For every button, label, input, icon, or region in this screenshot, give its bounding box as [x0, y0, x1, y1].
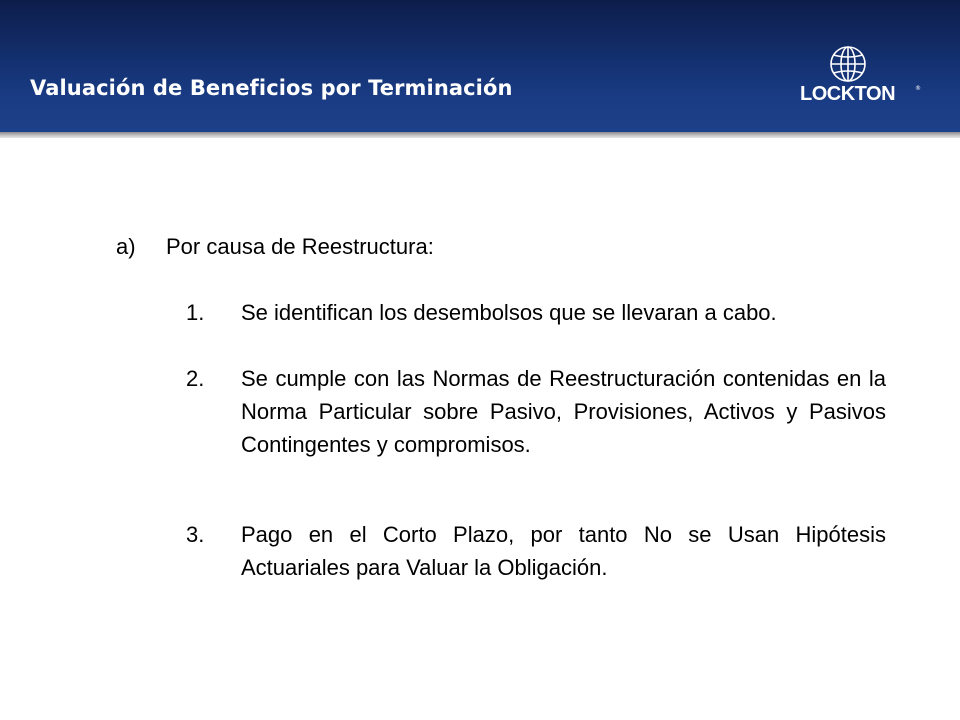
slide-title: Valuación de Beneficios por Terminación [30, 76, 513, 100]
registered-mark: ® [915, 85, 921, 92]
globe-icon [828, 44, 868, 84]
list-marker: a) [116, 234, 136, 259]
sub-item-3 [186, 518, 886, 584]
logo-wordmark: LOCKTON [800, 83, 896, 105]
sub-item-number: 2. [186, 366, 205, 391]
header-banner [0, 0, 960, 132]
sub-item-number: 3. [186, 522, 205, 547]
sub-item-text: Pago en el Corto Plazo, por tanto No se Usan Hipótesis Actuariales para Valuar la Obligación. [241, 522, 886, 580]
sub-item-text: Se cumple con las Normas de Reestructuración contenidas en la Norma Particular sobre Pasivo, Provisiones, Activos y Pasivos Contingentes y compromisos. [241, 366, 886, 457]
sub-item-2 [186, 362, 886, 461]
list-item-label: Por causa de Reestructura: [166, 234, 434, 259]
sub-item-1 [186, 296, 886, 329]
lockton-logo [796, 44, 926, 106]
header-divider [0, 132, 960, 138]
sub-item-text: Se identifican los desembolsos que se llevaran a cabo. [241, 300, 777, 325]
sub-item-number: 1. [186, 300, 205, 325]
